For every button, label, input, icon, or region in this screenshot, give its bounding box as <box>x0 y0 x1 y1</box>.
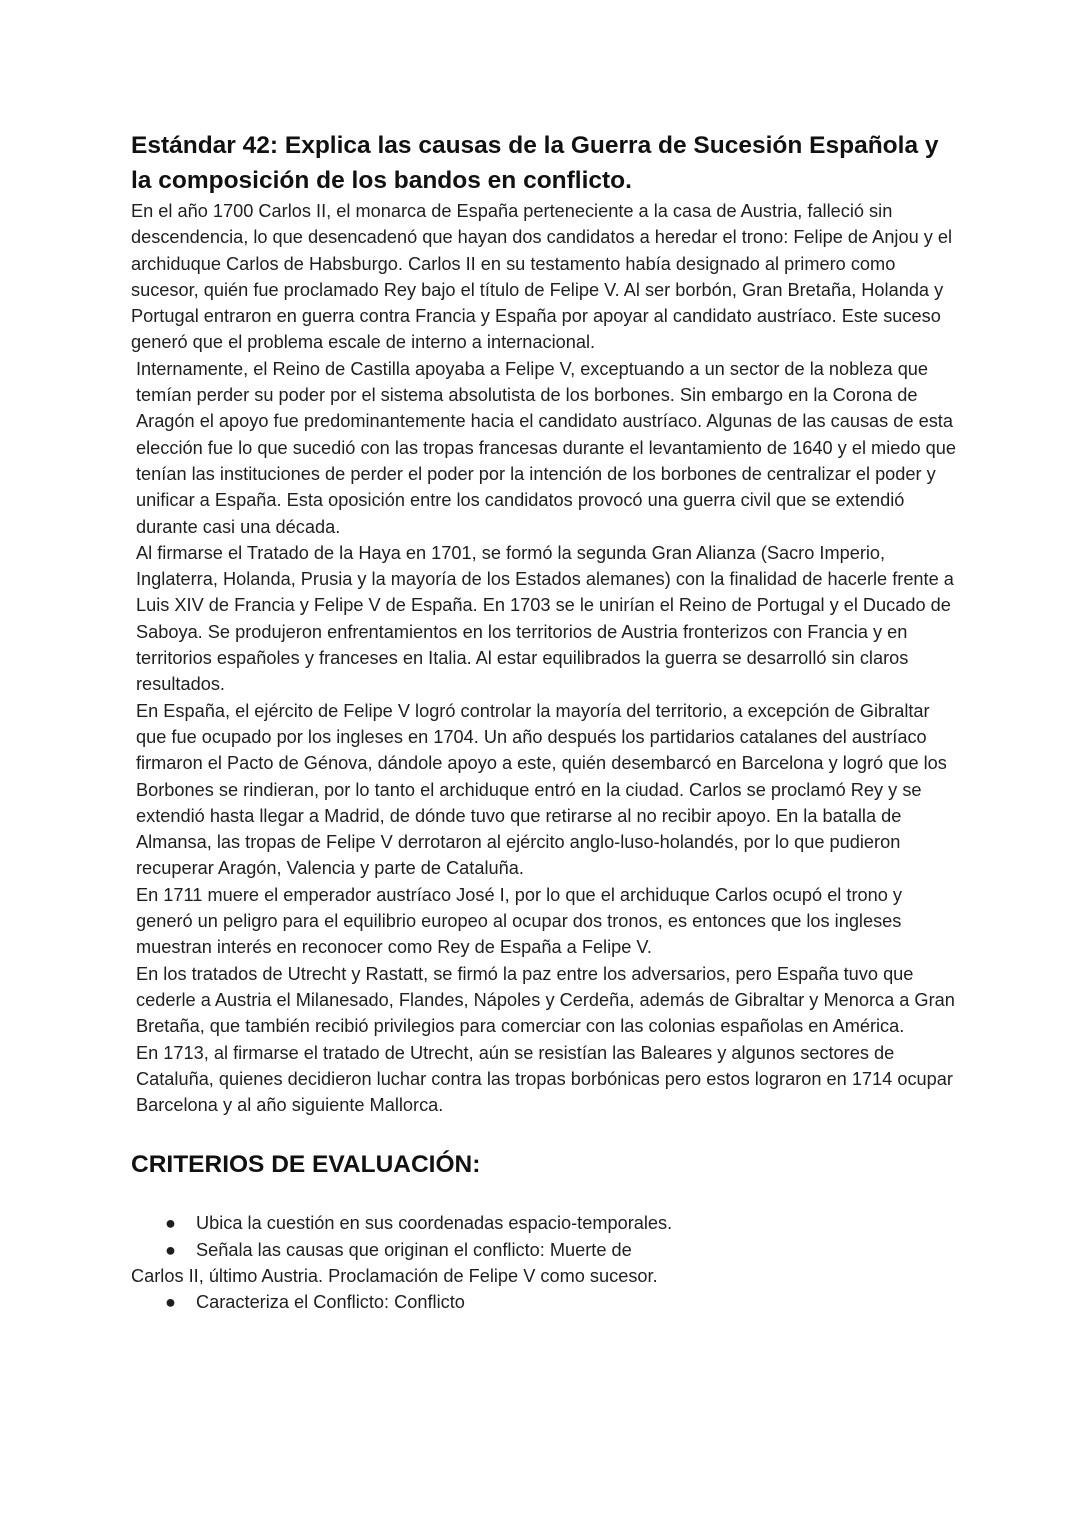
document-page <box>131 128 961 1316</box>
criteria-item-text: Caracteriza el Conflicto: Conflicto <box>196 1292 465 1313</box>
criteria-item <box>131 1289 961 1315</box>
criteria-item-text: Ubica la cuestión en sus coordenadas espacio-temporales. <box>196 1213 673 1234</box>
paragraph-5: En 1711 muere el emperador austríaco José I, por lo que el archiduque Carlos ocupó el trono y generó un peligro para el equilibrio europeo al ocupar dos tronos, es entonces que los ingleses muestran interés en reconocer como Rey de España a Felipe V. <box>136 884 903 958</box>
criteria-item-continuation: Carlos II, último Austria. Proclamación de Felipe V como sucesor. <box>131 1265 658 1286</box>
paragraph-4: En España, el ejército de Felipe V logró controlar la mayoría del territorio, a excepción de Gibraltar que fue ocupado por los ingleses en 1704. Un año después los partidarios catalanes del austríaco firmaron el Pacto de Génova, dándole apoyo a este, quién desembarcó en Barcelona y logró que los Borbones se rindieran, por lo tanto el archiduque entró en la ciudad. Carlos se proclamó Rey y se extendió hasta llegar a Madrid, de dónde tuvo que retirarse al no recibir apoyo. En la batalla de Almansa, las tropas de Felipe V derrotaron al ejército anglo-luso-holandés, por lo que pudieron recuperar Aragón, Valencia y parte de Cataluña. <box>136 700 947 879</box>
bullet-icon: ● <box>165 1292 176 1313</box>
bullet-icon: ● <box>165 1213 176 1234</box>
criteria-item-text: Señala las causas que originan el conflicto: Muerte de <box>196 1239 632 1260</box>
criteria-heading: CRITERIOS DE EVALUACIÓN: <box>131 1151 481 1179</box>
bullet-icon: ● <box>165 1239 176 1260</box>
paragraph-7: En 1713, al firmarse el tratado de Utrecht, aún se resistían las Baleares y algunos sectores de Cataluña, quienes decidieron luchar contra las tropas borbónicas pero estos lograron en 1714 ocupar Barcelona y al año siguiente Mallorca. <box>136 1042 953 1116</box>
paragraph-3: Al firmarse el Tratado de la Haya en 1701, se formó la segunda Gran Alianza (Sacro Imperio, Inglaterra, Holanda, Prusia y la mayoría de los Estados alemanes) con la finalidad de hacerle frente a Luis XIV de Francia y Felipe V de España. En 1703 se le unirían el Reino de Portugal y el Ducado de Saboya. Se produjeron enfrentamientos en los territorios de Austria fronterizos con Francia y en territorios españoles y franceses en Italia. Al estar equilibrados la guerra se desarrolló sin claros resultados. <box>136 542 954 695</box>
criteria-item <box>131 1237 961 1290</box>
paragraph-6: En los tratados de Utrecht y Rastatt, se firmó la paz entre los adversarios, pero España tuvo que cederle a Austria el Milanesado, Flandes, Nápoles y Cerdeña, además de Gibraltar y Menorca a Gran Bretaña, que también recibió privilegios para comerciar con las colonias españolas en América. <box>136 963 955 1037</box>
document-title: Estándar 42: Explica las causas de la Guerra de Sucesión Española y la composición de los bandos en conflicto. <box>131 132 939 194</box>
criteria-item <box>131 1210 961 1236</box>
paragraph-1: En el año 1700 Carlos II, el monarca de España perteneciente a la casa de Austria, falleció sin descendencia, lo que desencadenó que hayan dos candidatos a heredar el trono: Felipe de Anjou y el archiduque Carlos de Habsburgo. Carlos II en su testamento había designado al primero como sucesor, quién fue proclamado Rey bajo el título de Felipe V. Al ser borbón, Gran Bretaña, Holanda y Portugal entraron en guerra contra Francia y España por apoyar al candidato austríaco. Este suceso generó que el problema escale de interno a internacional. <box>131 201 953 353</box>
criteria-list <box>131 1210 961 1315</box>
paragraph-2: Internamente, el Reino de Castilla apoyaba a Felipe V, exceptuando a un sector de la nobleza que temían perder su poder por el sistema absolutista de los borbones. Sin embargo en la Corona de Aragón el apoyo fue predominantemente hacia el candidato austríaco. Algunas de las causas de esta elección fue lo que sucedió con las tropas francesas durante el levantamiento de 1640 y el miedo que tenían las instituciones de perder el poder por la intención de los borbones de centralizar el poder y unificar a España. Esta oposición entre los candidatos provocó una guerra civil que se extendió durante casi una década. <box>136 358 956 537</box>
body-text <box>131 198 961 1118</box>
